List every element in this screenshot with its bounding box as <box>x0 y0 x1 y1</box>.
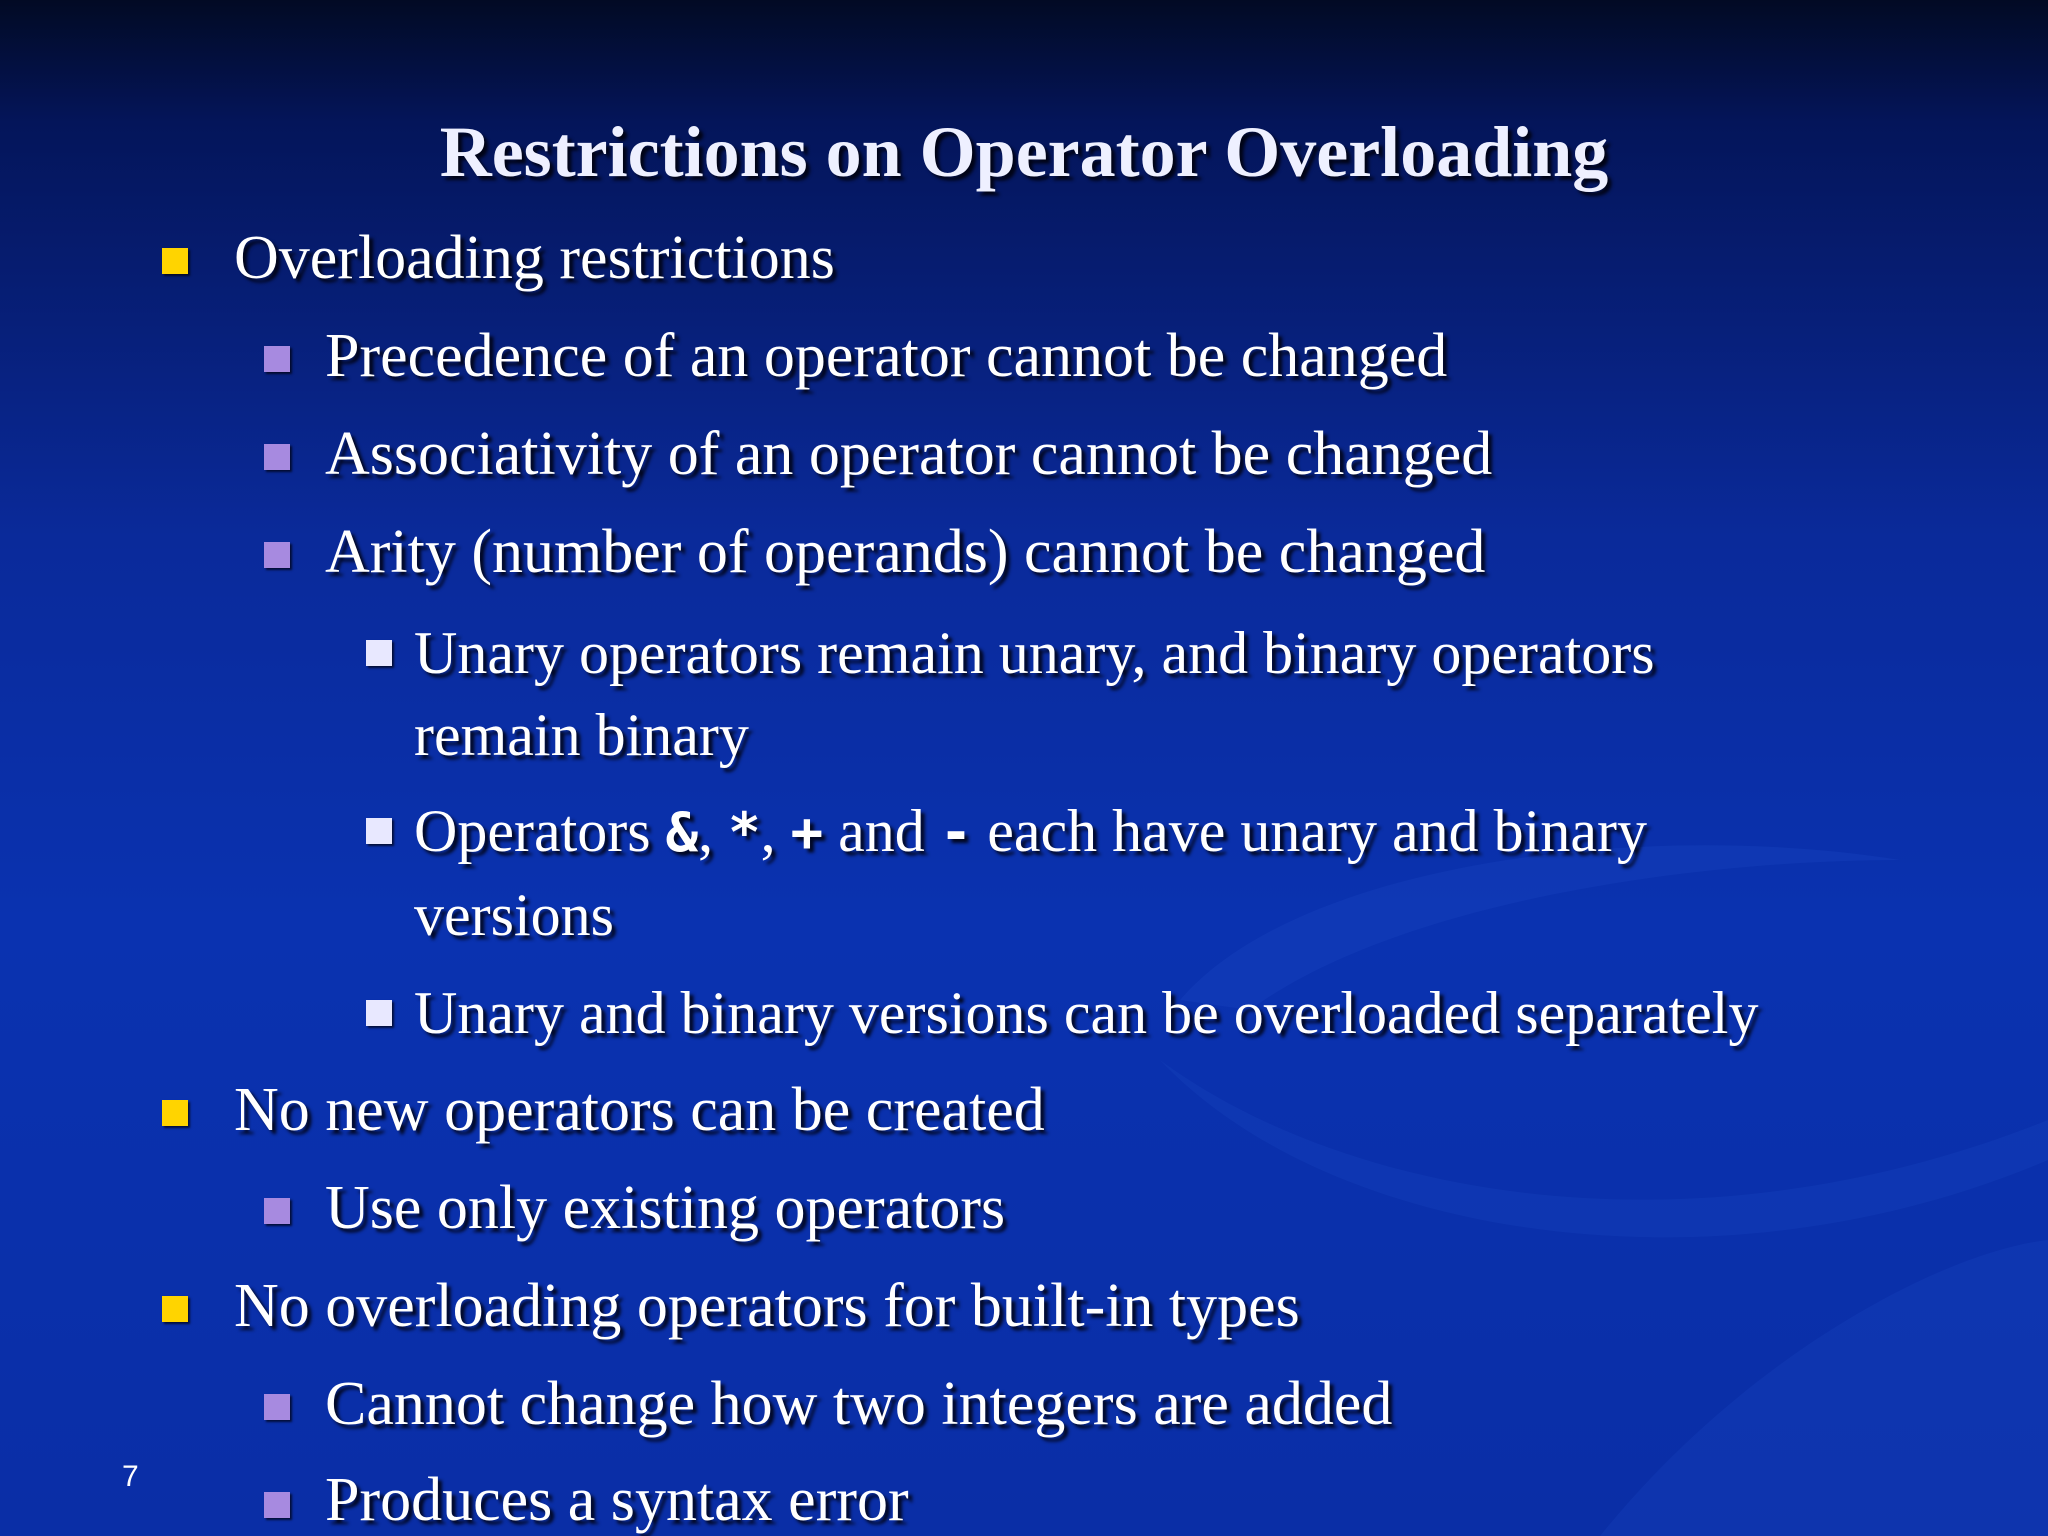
bullet-unary-remain-unary <box>414 612 1655 776</box>
bullet-operators-unary-binary-line2: versions <box>414 882 614 948</box>
bullet-associativity: Associativity of an operator cannot be changed <box>325 420 1493 488</box>
text-fragment: each have unary and binary <box>972 798 1647 864</box>
bullet-no-new-operators: No new operators can be created <box>234 1076 1045 1144</box>
bullet-marker-level1 <box>162 1296 188 1322</box>
bullet-unary-remain-unary-line2: remain binary <box>414 702 749 768</box>
bullet-syntax-error: Produces a syntax error <box>325 1466 909 1534</box>
bullet-precedence: Precedence of an operator cannot be changed <box>325 322 1448 390</box>
bullet-marker-level2 <box>264 1492 290 1518</box>
bullet-operators-unary-binary <box>414 790 1647 956</box>
bullet-marker-level3 <box>366 1000 392 1026</box>
bullet-overloading-restrictions: Overloading restrictions <box>234 224 835 292</box>
bullet-overloaded-separately: Unary and binary versions can be overloaded separately <box>414 980 1759 1046</box>
slide-number: 7 <box>122 1460 139 1493</box>
bullet-marker-level2 <box>264 346 290 372</box>
text-fragment: and <box>823 798 940 864</box>
bullet-use-existing-operators: Use only existing operators <box>325 1174 1006 1242</box>
bullet-marker-level2 <box>264 1394 290 1420</box>
bullet-no-builtin-overloading: No overloading operators for built-in types <box>234 1272 1300 1340</box>
operator-minus: - <box>939 801 973 864</box>
bullet-marker-level2 <box>264 1198 290 1224</box>
bullet-marker-level2 <box>264 444 290 470</box>
bullet-arity: Arity (number of operands) cannot be changed <box>325 518 1486 586</box>
operator-plus: + <box>790 801 824 864</box>
bullet-unary-remain-unary-line1: Unary operators remain unary, and binary operators <box>414 620 1655 686</box>
text-fragment: Operators <box>414 798 666 864</box>
bullet-marker-level3 <box>366 818 392 844</box>
bullet-marker-level1 <box>162 248 188 274</box>
text-fragment: , <box>698 798 729 864</box>
operator-ampersand: & <box>665 801 699 864</box>
bullet-operators-unary-binary-line1 <box>414 790 1647 874</box>
operator-asterisk: * <box>728 801 761 864</box>
text-fragment: , <box>760 798 791 864</box>
slide-title: Restrictions on Operator Overloading <box>439 112 1609 192</box>
bullet-marker-level3 <box>366 640 392 666</box>
bullet-cannot-change-integer-add: Cannot change how two integers are added <box>325 1370 1393 1438</box>
bullet-marker-level2 <box>264 542 290 568</box>
bullet-marker-level1 <box>162 1100 188 1126</box>
